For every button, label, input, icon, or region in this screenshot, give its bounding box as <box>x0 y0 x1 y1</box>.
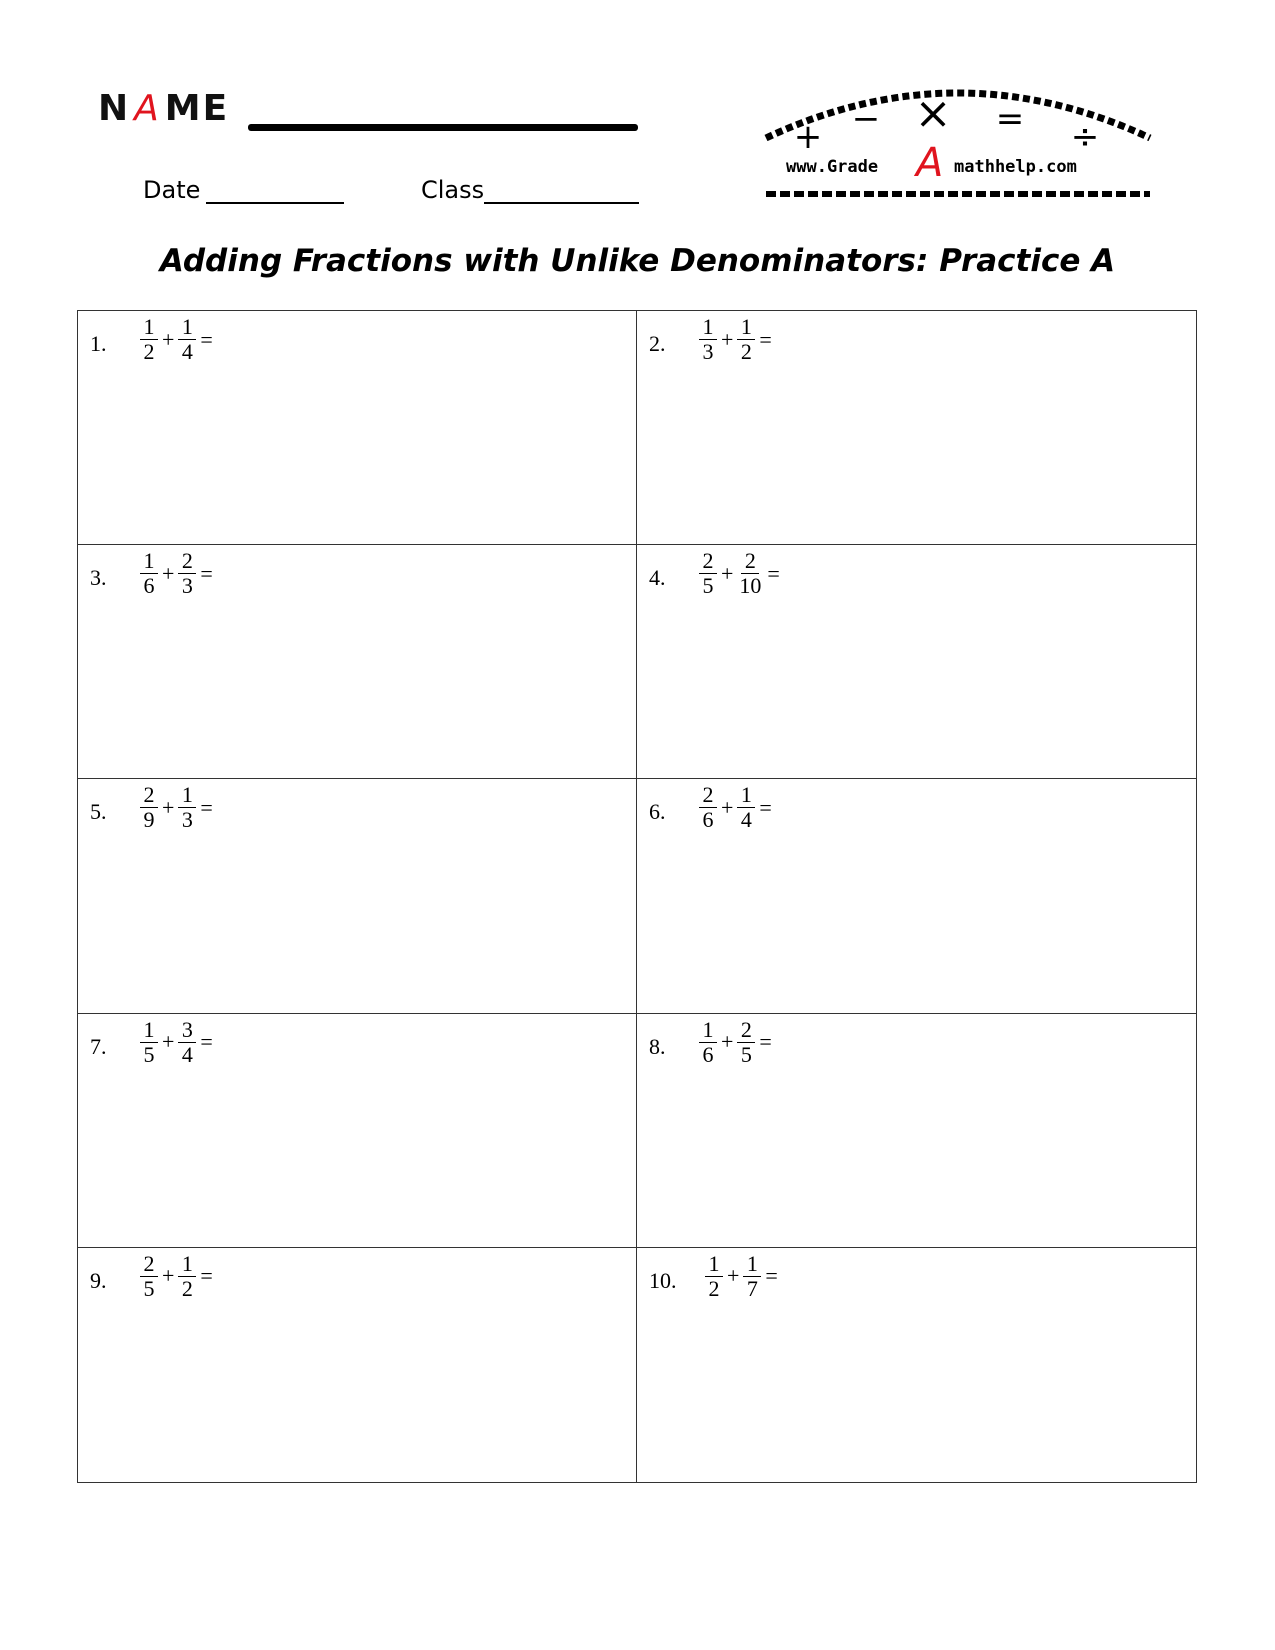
fraction-b-denominator: 5 <box>740 1041 752 1067</box>
fraction-a-denominator: 6 <box>702 1041 714 1067</box>
plus-sign: + <box>162 1029 175 1055</box>
name-label-n: N <box>98 88 131 129</box>
fraction-a-denominator: 9 <box>143 807 155 833</box>
fraction-a-denominator: 2 <box>708 1275 720 1301</box>
fraction-b-denominator: 3 <box>181 573 193 599</box>
plus-sign: + <box>721 794 734 820</box>
class-blank-line[interactable] <box>484 178 639 204</box>
problem-expression <box>705 1252 782 1301</box>
problem-cell-1[interactable] <box>78 311 637 545</box>
fraction-a-denominator: 5 <box>143 1275 155 1301</box>
problem-expression <box>699 783 776 832</box>
logo-times-symbol: × <box>914 88 952 139</box>
problem-expression <box>699 315 776 364</box>
fraction-b-numerator: 1 <box>178 1252 196 1277</box>
problem-grid <box>77 310 1197 1483</box>
fraction-a-denominator: 2 <box>143 339 155 364</box>
fraction-a-denominator: 5 <box>702 573 714 599</box>
fraction-a-numerator: 1 <box>705 1252 723 1277</box>
fraction-b-numerator: 2 <box>178 549 196 574</box>
name-label-a: A <box>134 88 161 129</box>
fraction-b <box>737 1018 755 1067</box>
fraction-a-numerator: 1 <box>140 549 158 574</box>
problem-cell-9[interactable] <box>78 1248 637 1482</box>
fraction-a <box>699 549 717 598</box>
plus-sign: + <box>721 326 734 352</box>
class-label: Class <box>421 176 485 204</box>
logo-plus-symbol: + <box>793 117 823 157</box>
problem-expression <box>140 549 217 598</box>
date-blank-line[interactable] <box>206 178 344 204</box>
logo-url-a: A <box>916 140 944 186</box>
plus-sign: + <box>727 1263 740 1289</box>
logo-equals-symbol: = <box>995 99 1025 139</box>
date-class-row <box>143 176 485 204</box>
problem-number: 10. <box>649 1267 677 1293</box>
fraction-b <box>178 549 196 598</box>
fraction-a <box>140 1018 158 1067</box>
logo-minus-symbol: − <box>851 99 881 139</box>
fraction-b <box>178 783 196 832</box>
plus-sign: + <box>162 794 175 820</box>
problem-cell-5[interactable] <box>78 779 637 1013</box>
problem-number: 2. <box>649 331 666 356</box>
fraction-b <box>178 1018 196 1067</box>
fraction-a-numerator: 1 <box>699 1018 717 1043</box>
grade-a-mathhelp-logo <box>758 68 1158 203</box>
problem-number: 6. <box>649 799 666 825</box>
fraction-a <box>140 783 158 832</box>
fraction-a-denominator: 6 <box>702 807 714 833</box>
problem-expression <box>699 549 784 598</box>
logo-divide-symbol: ÷ <box>1070 117 1100 157</box>
problem-expression <box>140 1018 217 1067</box>
date-field <box>143 176 344 204</box>
fraction-a <box>140 315 158 364</box>
plus-sign: + <box>162 1263 175 1289</box>
equals-sign: = <box>200 1263 213 1289</box>
class-field <box>421 176 639 204</box>
fraction-a <box>705 1252 723 1301</box>
fraction-b-numerator: 1 <box>178 315 196 340</box>
fraction-b-numerator: 1 <box>743 1252 761 1277</box>
plus-sign: + <box>162 560 175 586</box>
equals-sign: = <box>765 1263 778 1289</box>
date-label: Date <box>143 176 201 204</box>
fraction-b-denominator: 7 <box>746 1275 758 1301</box>
fraction-b-numerator: 1 <box>178 783 196 808</box>
fraction-b-denominator: 4 <box>181 1041 193 1067</box>
logo-url-suffix: mathhelp.com <box>954 157 1077 177</box>
plus-sign: + <box>721 560 734 586</box>
fraction-a-numerator: 1 <box>140 315 158 340</box>
fraction-b <box>178 315 196 364</box>
fraction-b-denominator: 4 <box>181 339 193 364</box>
fraction-b-denominator: 3 <box>181 807 193 833</box>
fraction-b-numerator: 2 <box>737 1018 755 1043</box>
fraction-b-denominator: 2 <box>740 339 752 364</box>
fraction-b <box>178 1252 196 1301</box>
problem-expression <box>699 1018 776 1067</box>
fraction-a-denominator: 3 <box>702 339 714 364</box>
problem-cell-6[interactable] <box>637 779 1196 1013</box>
fraction-b-denominator: 10 <box>739 573 762 599</box>
problem-number: 5. <box>90 799 107 825</box>
problem-number: 9. <box>90 1267 107 1293</box>
equals-sign: = <box>767 560 780 586</box>
name-label-me: ME <box>164 88 230 129</box>
fraction-b-numerator: 1 <box>737 783 755 808</box>
equals-sign: = <box>759 794 772 820</box>
problem-number: 8. <box>649 1033 666 1059</box>
problem-expression <box>140 1252 217 1301</box>
fraction-b <box>737 549 763 598</box>
problem-expression <box>140 783 217 832</box>
fraction-a-numerator: 2 <box>140 1252 158 1277</box>
problem-cell-10[interactable] <box>637 1248 1196 1482</box>
problem-number: 7. <box>90 1033 107 1059</box>
fraction-a-numerator: 1 <box>699 315 717 340</box>
problem-number: 3. <box>90 565 107 591</box>
fraction-a-denominator: 6 <box>143 573 155 599</box>
problem-cell-4[interactable] <box>637 545 1196 779</box>
logo-url-prefix: www.Grade <box>786 157 879 177</box>
plus-sign: + <box>162 326 175 352</box>
fraction-a <box>140 549 158 598</box>
equals-sign: = <box>759 326 772 352</box>
fraction-b <box>737 315 755 364</box>
equals-sign: = <box>200 794 213 820</box>
fraction-a-numerator: 1 <box>140 1018 158 1043</box>
fraction-b-denominator: 4 <box>740 807 752 833</box>
plus-sign: + <box>721 1029 734 1055</box>
problem-expression <box>140 315 217 364</box>
problem-cell-8[interactable] <box>637 1014 1196 1248</box>
problem-number: 4. <box>649 565 666 591</box>
fraction-b <box>737 783 755 832</box>
problem-cell-7[interactable] <box>78 1014 637 1248</box>
equals-sign: = <box>200 326 213 352</box>
fraction-a-denominator: 5 <box>143 1041 155 1067</box>
fraction-a-numerator: 2 <box>140 783 158 808</box>
problem-number: 1. <box>90 331 107 356</box>
fraction-a-numerator: 2 <box>699 549 717 574</box>
fraction-a <box>699 315 717 364</box>
fraction-b <box>743 1252 761 1301</box>
name-blank-line[interactable] <box>248 124 638 131</box>
problem-cell-2[interactable] <box>637 311 1196 545</box>
problem-cell-3[interactable] <box>78 545 637 779</box>
fraction-a <box>699 1018 717 1067</box>
fraction-a <box>140 1252 158 1301</box>
name-label <box>98 88 229 129</box>
equals-sign: = <box>200 560 213 586</box>
fraction-b-numerator: 2 <box>741 549 759 574</box>
fraction-b-denominator: 2 <box>181 1275 193 1301</box>
equals-sign: = <box>759 1029 772 1055</box>
equals-sign: = <box>200 1029 213 1055</box>
fraction-b-numerator: 1 <box>737 315 755 340</box>
fraction-b-numerator: 3 <box>178 1018 196 1043</box>
fraction-a <box>699 783 717 832</box>
fraction-a-numerator: 2 <box>699 783 717 808</box>
worksheet-title: Adding Fractions with Unlike Denominators: Practice A <box>159 243 1116 279</box>
